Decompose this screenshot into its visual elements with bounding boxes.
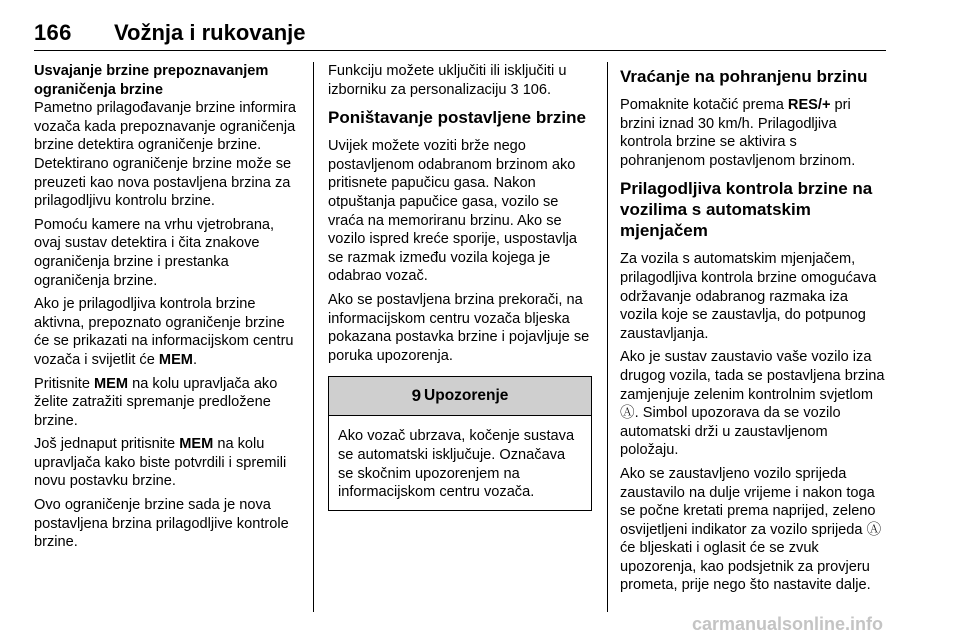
column-divider <box>607 62 608 612</box>
header-title: Vožnja i rukovanje <box>114 20 306 45</box>
column-divider <box>313 62 314 612</box>
warning-header <box>329 377 591 416</box>
paragraph: Još jednaput pritisnite MEM na kolu upravljača kako biste potvrdili i spremili novu postavku brzine. <box>34 436 287 490</box>
column-3 <box>620 62 886 600</box>
paragraph: Pritisnite MEM na kolu upravljača ako želite zatražiti spremanje predložene brzine. <box>34 375 278 429</box>
paragraph: Ako se postavljena brzina prekorači, na informacijskom centru vozača bljeska pokazana postavka brzine i pojavljuje se poruka upozorenja. <box>328 291 590 364</box>
vehicle-ahead-icon: Ⓐ <box>866 521 882 538</box>
page-reference-icon: 3 <box>510 81 519 98</box>
paragraph: Ako je sustav zaustavio vaše vozilo iza drugog vozila, tada se postavljena brzina zamjenjuje zelenim kontrolnim svjetlom Ⓐ. Simbol upozorava da se vozilo automatski drži u zaustavljenom položaju. <box>620 349 885 459</box>
warning-title: Upozorenje <box>424 387 509 405</box>
warning-text: Ako vozač ubrzava, kočenje sustava se automatski isključuje. Označava se skočnim upozorenjem na informacijskom centru vozača. <box>338 428 575 501</box>
mem-label: MEM <box>179 436 214 453</box>
watermark: carmanualsonline.info <box>692 614 884 634</box>
paragraph: Funkciju možete uključiti ili isključiti u izborniku za personalizaciju 3 106. <box>328 63 567 98</box>
res-plus-label: RES/+ <box>787 97 831 113</box>
warning-box <box>328 376 592 510</box>
paragraph: Pomaknite kotačić prema RES/+ pri brzini iznad 30 km/h. Prilagodljiva kontrola brzine se aktivira s pohranjenom postavljenom brzinom. <box>620 97 856 169</box>
section-heading: Prilagodljiva kontrola brzine na vozilima s automatskim mjenjačem <box>620 179 873 241</box>
section-heading: Poništavanje postavljene brzine <box>328 108 586 128</box>
paragraph: Za vozila s automatskim mjenjačem, prilagodljiva kontrola brzine omogućava održavanje odabranog razmaka iza vozila koje se zaustavlja, do potpunog zaustavljanja. <box>620 251 877 342</box>
mem-label: MEM <box>158 351 193 368</box>
vehicle-ahead-icon: Ⓐ <box>620 405 635 422</box>
section-heading: Vraćanje na pohranjenu brzinu <box>620 67 868 86</box>
page-number: 166 <box>34 20 72 45</box>
subheading-speed-limit-adoption: Usvajanje brzine prepoznavanjem ograničenja brzine <box>34 63 269 98</box>
paragraph: Ovo ograničenje brzine sada je nova postavljena brzina prilagodljive kontrole brzine. <box>34 497 289 551</box>
paragraph: Uvijek možete voziti brže nego postavljenom odabranom brzinom ako pritisnete papučicu gasa. Nakon otpuštanja papučice gasa, vozilo se vraća na memoriranu brzinu. Ako se vozilo ispred kreće sporije, uspostavlja se razmak između vozila kojega je odabrao vozač. <box>328 138 578 285</box>
page-reference[interactable]: 106. <box>518 81 552 98</box>
warning-triangle-icon: 9 <box>411 386 422 406</box>
column-2 <box>328 62 592 511</box>
paragraph: Ako se zaustavljeno vozilo sprijeda zaustavilo na dulje vrijeme i nakon toga se počne kretati prema naprijed, zeleno osvijetljeni indikator za vozilo sprijeda Ⓐ će bljeskati i oglasit će se zvuk upozorenja, kao podsjetnik za provjeru prometa, prije nego što nastavite dalje. <box>620 465 882 594</box>
paragraph: Pametno prilagođavanje brzine informira vozača kada prepoznavanje ograničenja brzine detektira ograničenje brzine. Detektirano ograničenje brzine može se preuzeti kao nova postavljena brzina za prilagodljivu kontrolu brzine. <box>34 100 297 210</box>
paragraph: Ako je prilagodljiva kontrola brzine aktivna, prepoznato ograničenje brzine će se prikazati na informacijskom centru vozača i svijetlit će MEM. <box>34 296 294 368</box>
mem-label: MEM <box>94 375 129 392</box>
paragraph: Pomoću kamere na vrhu vjetrobrana, ovaj sustav detektira i čita znakove ograničenja brzine i prestanka ograničenja brzine. <box>34 216 275 289</box>
column-1 <box>34 62 298 557</box>
header-rule <box>34 50 886 51</box>
page-header <box>34 18 886 48</box>
